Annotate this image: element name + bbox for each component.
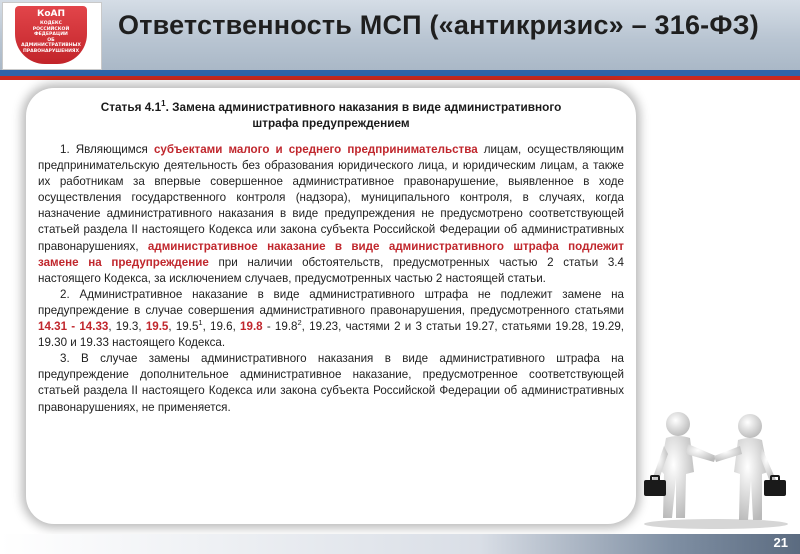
article-heading-line1: . Замена административного наказания в виде административного (165, 99, 562, 114)
p2-text: , 19.3, (108, 320, 146, 334)
header-band (0, 0, 800, 70)
p2-text: , 19.23, частями 2 и 3 статьи 19.27, статьями 19.28, 19.29, 19.30 и 19.33 настоящего Кодекса. (38, 320, 624, 350)
p2-highlight-articles: 14.31 - 14.33 (38, 320, 109, 334)
logo-subtitle-line: КОДЕКС (39, 21, 62, 26)
paragraph-1 (38, 142, 624, 287)
paragraph-3: 3. В случае замены административного наказания в виде административного штрафа на предупреждение дополнительное административное наказание, предусмотренное соответствующей статьей раздела II настоящего Кодекса или закона субъекта Российской Федерации об административных правонарушениях, не применяется. (38, 352, 624, 414)
logo-subtitle-line: РОССИЙСКОЙ ФЕДЕРАЦИИ (32, 26, 70, 38)
logo-subtitle (19, 21, 83, 55)
article-heading-sup: 1 (161, 99, 166, 108)
p1-highlight-subjects: субъектами малого и среднего предпринимательства (153, 143, 478, 156)
p2-text: 2. Административное наказание в виде административного штрафа не подлежит замене на предупреждение в случае совершения административного правонарушения, предусмотренного статьями (38, 287, 624, 317)
logo-subtitle-line: ОБ АДМИНИСТРАТИВНЫХ (21, 37, 81, 49)
paragraph-2 (38, 287, 624, 351)
right-figure (714, 414, 786, 520)
header-stripe-red (0, 76, 800, 80)
slide-number: 21 (773, 535, 788, 550)
floor-shadow (644, 519, 788, 529)
p1-text: лицам, осуществляющим предпринимательскую деятельность без образования юридического лица, и юридическим лицам, а также их работникам за впервые совершенное административное правонарушение, выявленное в ходе осуществления государственного контроля (надзора), муниципального контроля, в случаях, когда назначение административного наказания в виде предупреждения не предусмотрено соответствующей статьей раздела II настоящего Кодекса или закона субъекта Российской Федерации об административных правонарушениях, (38, 143, 624, 253)
p1-highlight-replacement: административное наказание в виде административного штрафа подлежит замене на предупреждение (38, 239, 624, 269)
briefcase-icon (644, 480, 666, 496)
business-handshake-illustration (638, 408, 794, 530)
logo-subtitle-line: ПРАВОНАРУШЕНИЯХ (22, 48, 80, 54)
p2-text: - 19.8 (262, 320, 298, 334)
footer-stripe (480, 534, 800, 554)
briefcase-icon (764, 480, 786, 496)
p2-highlight-article: 19.5 (145, 320, 169, 334)
article-body (38, 142, 624, 416)
logo-shield (15, 6, 87, 64)
logo-brand: КоАП (36, 9, 66, 19)
article-heading-line2: штрафа предупреждением (252, 115, 410, 130)
p1-text: при наличии обстоятельств, предусмотренных частью 2 статьи 3.4 настоящего Кодекса, за исключением случаев, предусмотренных частью 2 настоящей статьи. (38, 255, 624, 285)
p1-text: 1. Являющимся (60, 143, 154, 156)
article-heading (26, 96, 636, 131)
p2-sup: 2 (297, 318, 302, 328)
koap-logo (2, 2, 102, 70)
p2-text: , 19.5 (168, 320, 199, 334)
left-figure (644, 412, 716, 518)
footer-stripe-left (0, 534, 480, 554)
slide-title: Ответственность МСП («антикризис» – 316-ФЗ) (118, 10, 759, 40)
p2-sup: 1 (198, 318, 203, 328)
p2-text: , 19.6, (202, 320, 241, 334)
p2-highlight-article: 19.8 (240, 320, 263, 334)
article-heading-prefix: Статья 4.1 (100, 99, 162, 114)
article-card (26, 88, 636, 524)
